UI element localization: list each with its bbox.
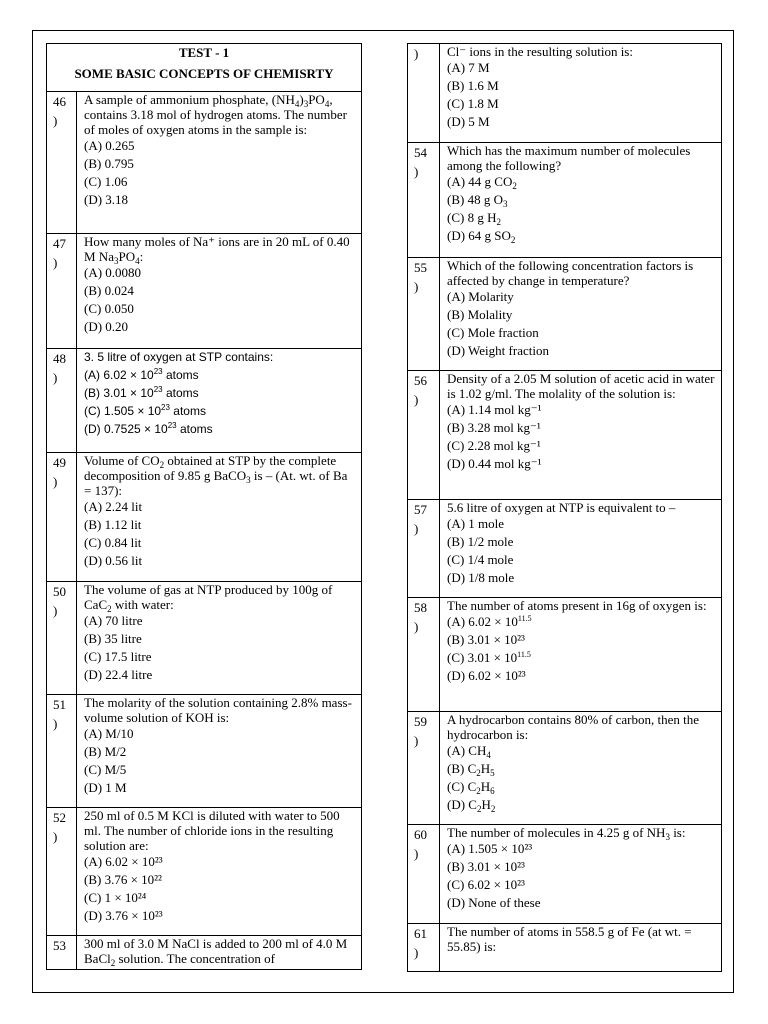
- question-number: 47 ): [47, 234, 77, 349]
- question-body: [440, 143, 722, 258]
- left-question-column: [46, 43, 362, 970]
- option-d: (D) 3.76 × 10²³: [84, 908, 163, 923]
- question-body: [440, 500, 722, 598]
- question-stem: The number of atoms in 558.5 g of Fe (at wt. = 55.85) is:: [447, 924, 692, 954]
- test-header: [47, 44, 362, 92]
- option-a: (A) 6.02 × 10²³: [84, 854, 163, 869]
- question-number: 49 ): [47, 453, 77, 582]
- option-b: (B) 3.01 × 10²³: [447, 632, 525, 647]
- option-a: (A) 1.505 × 10²³: [447, 841, 533, 856]
- question-body: [77, 695, 362, 808]
- option-a: (A) 7 M: [447, 60, 490, 75]
- option-b: (B) $3.01 \times 10^{23}$ atoms: [84, 385, 199, 400]
- question-stem: The molarity of the solution containing 2.8% mass-volume solution of KOH is:: [84, 695, 352, 725]
- question-number: 56 ): [408, 371, 440, 500]
- question-60: [408, 825, 722, 924]
- question-55: [408, 258, 722, 371]
- option-c: (C) $1.505 \times 10^{23}$ atoms: [84, 403, 206, 418]
- question-53-continued: [408, 44, 722, 143]
- option-b: (B) $C_2H_5$: [447, 761, 495, 778]
- question-stem: Volume of $CO_2$ obtained at STP by the complete decomposition of 9.85 g BaCO$_3$ is – (At. wt. of Ba = 137):: [84, 453, 348, 498]
- option-d: (D) $0.7525 \times 10^{23}$ atoms: [84, 421, 213, 436]
- question-number: 59 ): [408, 712, 440, 825]
- option-c: (C) $3.01 \times 10^{11.5}$: [447, 650, 531, 665]
- option-d: (D) 1/8 mole: [447, 570, 515, 585]
- question-number: 53: [47, 936, 77, 970]
- question-body: [440, 371, 722, 500]
- option-a: (A) 2.24 lit: [84, 499, 143, 514]
- question-body: [77, 936, 362, 970]
- option-c: (C) 2.28 mol kg⁻¹: [447, 438, 541, 453]
- question-number: 50 ): [47, 582, 77, 695]
- question-body: [77, 92, 362, 234]
- question-stem: Density of a 2.05 M solution of acetic acid in water is 1.02 g/ml. The molality of the solution is:: [447, 371, 715, 401]
- question-body: [77, 349, 362, 453]
- option-b: (B) 35 litre: [84, 631, 142, 646]
- option-a: (A) $6.02 \times 10^{11.5}$: [447, 614, 532, 629]
- question-stem: 250 ml of 0.5 M KCl is diluted with water to 500 ml. The number of chloride ions in the resulting solution are:: [84, 808, 340, 853]
- question-body: [440, 924, 722, 972]
- option-c: (C) 1/4 mole: [447, 552, 514, 567]
- question-number: 55 ): [408, 258, 440, 371]
- question-body: [440, 712, 722, 825]
- question-54: [408, 143, 722, 258]
- option-d: (D) 1 M: [84, 780, 127, 795]
- question-body: [440, 258, 722, 371]
- question-53: [47, 936, 362, 970]
- option-c: (C) 8 g $H_2$: [447, 210, 501, 227]
- option-d: (D) 0.56 lit: [84, 553, 143, 568]
- question-body: [440, 598, 722, 712]
- option-d: (D) 64 g $SO_2$: [447, 228, 516, 245]
- question-50: [47, 582, 362, 695]
- option-c: (C) 1.8 M: [447, 96, 499, 111]
- option-b: (B) M/2: [84, 744, 127, 759]
- question-number: 58 ): [408, 598, 440, 712]
- question-stem: 300 ml of 3.0 M NaCl is added to 200 ml of 4.0 M BaCl$_2$ solution. The concentration of: [84, 936, 348, 968]
- question-number: 51 ): [47, 695, 77, 808]
- question-stem: The number of molecules in 4.25 g of $NH_3$ is:: [447, 825, 686, 842]
- option-a: (A) 1.14 mol kg⁻¹: [447, 402, 542, 417]
- option-c: (C) 1 × 10²⁴: [84, 890, 147, 905]
- option-d: (D) 22.4 litre: [84, 667, 153, 682]
- question-stem: Which has the maximum number of molecules among the following?: [447, 143, 691, 173]
- question-46: [47, 92, 362, 234]
- option-b: (B) 48 g $O_3$: [447, 192, 508, 209]
- chapter-title: SOME BASIC CONCEPTS OF CHEMISRTY: [74, 66, 334, 81]
- option-a: (A) 0.0080: [84, 265, 142, 280]
- question-stem: 3. 5 litre of oxygen at STP contains:: [84, 350, 274, 364]
- question-61: [408, 924, 722, 972]
- option-c: (C) Mole fraction: [447, 325, 539, 340]
- question-51: [47, 695, 362, 808]
- question-stem: A sample of ammonium phosphate, $(NH_4)_3PO_4$, contains 3.18 mol of hydrogen atoms. The number of moles of oxygen atoms in the sample is:: [84, 92, 347, 137]
- option-d: (D) 3.18: [84, 192, 129, 207]
- question-49: [47, 453, 362, 582]
- option-d: (D) 5 M: [447, 114, 490, 129]
- question-number: 52 ): [47, 808, 77, 936]
- question-number: 60 ): [408, 825, 440, 924]
- question-stem: How many moles of Na⁺ ions are in 20 mL of 0.40 M $Na_3PO_4$:: [84, 234, 350, 266]
- option-b: (B) 0.024: [84, 283, 134, 298]
- option-c: (C) $C_2H_6$: [447, 779, 495, 796]
- option-c: (C) 17.5 litre: [84, 649, 152, 664]
- option-d: (D) Weight fraction: [447, 343, 549, 358]
- option-c: (C) 0.84 lit: [84, 535, 142, 550]
- option-b: (B) 1/2 mole: [447, 534, 514, 549]
- question-number: 57 ): [408, 500, 440, 598]
- option-a: (A) 70 litre: [84, 613, 143, 628]
- question-stem: The volume of gas at NTP produced by 100g of CaC$_2$ with water:: [84, 582, 333, 614]
- option-b: (B) 1.12 lit: [84, 517, 142, 532]
- option-d: (D) $C_2H_2$: [447, 797, 496, 814]
- option-a: (A) M/10: [84, 726, 134, 741]
- option-a: (A) $6.02 \times 10^{23}$ atoms: [84, 367, 199, 382]
- question-body: [77, 234, 362, 349]
- option-a: (A) $CH_4$: [447, 743, 491, 760]
- option-a: (A) 0.265: [84, 138, 135, 153]
- question-body: [440, 44, 722, 143]
- question-stem: A hydrocarbon contains 80% of carbon, then the hydrocarbon is:: [447, 712, 699, 742]
- option-b: (B) 3.28 mol kg⁻¹: [447, 420, 541, 435]
- question-body: [77, 808, 362, 936]
- question-stem: Which of the following concentration factors is affected by change in temperature?: [447, 258, 694, 288]
- option-c: (C) 0.050: [84, 301, 134, 316]
- question-48: [47, 349, 362, 453]
- option-d: (D) None of these: [447, 895, 541, 910]
- option-d: (D) 0.20: [84, 319, 129, 334]
- question-stem: 5.6 litre of oxygen at NTP is equivalent to –: [447, 500, 676, 515]
- option-b: (B) Molality: [447, 307, 513, 322]
- option-a: (A) Molarity: [447, 289, 514, 304]
- option-c: (C) 6.02 × 10²³: [447, 877, 525, 892]
- option-d: (D) 6.02 × 10²³: [447, 668, 526, 683]
- question-57: [408, 500, 722, 598]
- option-d: (D) 0.44 mol kg⁻¹: [447, 456, 542, 471]
- option-c: (C) M/5: [84, 762, 127, 777]
- question-number: ): [408, 44, 440, 143]
- question-52: [47, 808, 362, 936]
- question-body: [77, 453, 362, 582]
- option-b: (B) 3.01 × 10²³: [447, 859, 525, 874]
- option-b: (B) 1.6 M: [447, 78, 499, 93]
- test-label: TEST - 1: [178, 45, 230, 60]
- question-47: [47, 234, 362, 349]
- question-59: [408, 712, 722, 825]
- question-58: [408, 598, 722, 712]
- question-number: 54 ): [408, 143, 440, 258]
- question-stem: Cl⁻ ions in the resulting solution is:: [447, 44, 633, 59]
- question-56: [408, 371, 722, 500]
- option-a: (A) 1 mole: [447, 516, 505, 531]
- option-a: (A) 44 g $CO_2$: [447, 174, 517, 191]
- question-body: [440, 825, 722, 924]
- question-stem: The number of atoms present in 16g of oxygen is:: [447, 598, 707, 613]
- right-question-column: [407, 43, 722, 972]
- option-c: (C) 1.06: [84, 174, 128, 189]
- option-b: (B) 3.76 × 10²²: [84, 872, 162, 887]
- question-number: 48 ): [47, 349, 77, 453]
- question-number: 61 ): [408, 924, 440, 972]
- question-number: 46 ): [47, 92, 77, 234]
- option-b: (B) 0.795: [84, 156, 134, 171]
- question-body: [77, 582, 362, 695]
